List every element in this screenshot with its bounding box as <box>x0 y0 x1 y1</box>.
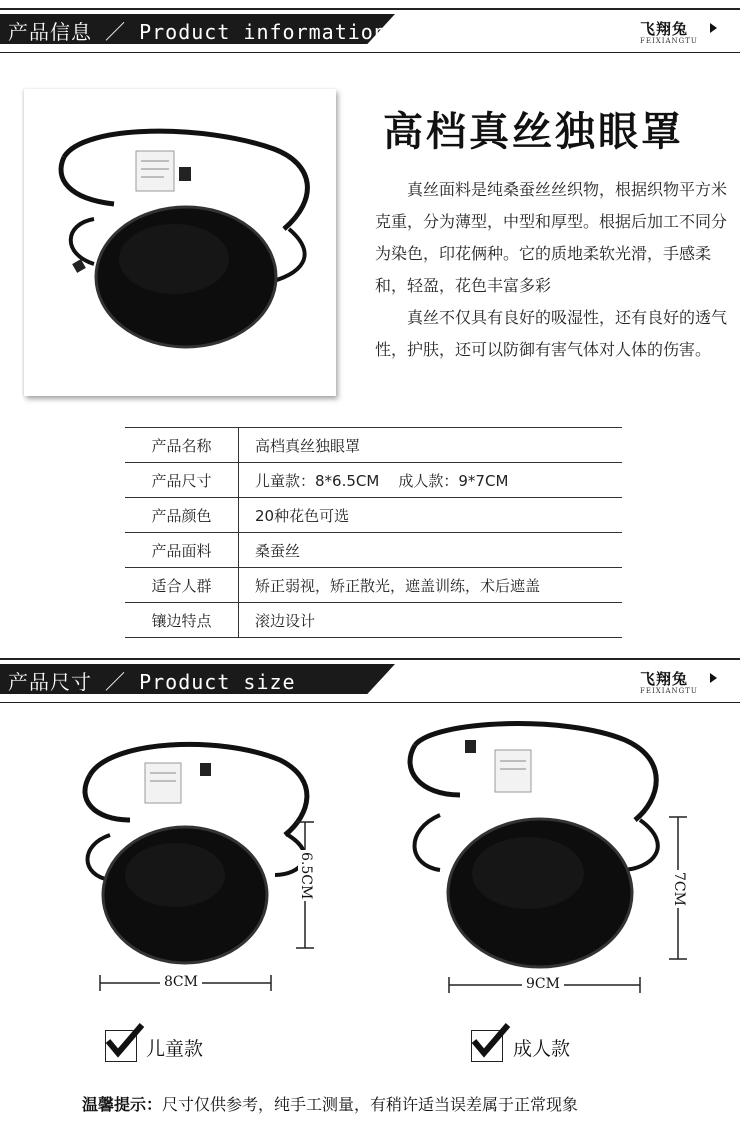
adult-variant-label: 成人款 <box>513 1038 571 1060</box>
child-variant-checkbox[interactable] <box>105 1030 137 1062</box>
checkmark-icon <box>104 1021 144 1059</box>
header-top-rule <box>0 8 740 10</box>
table-row <box>125 463 622 498</box>
spec-key: 产品面料 <box>125 533 239 568</box>
product-title: 高档真丝独眼罩 <box>383 109 684 155</box>
child-height-label: 6.5CM <box>298 852 314 900</box>
spec-key: 适合人群 <box>125 568 239 603</box>
section-header-info <box>0 8 750 54</box>
section-header-size <box>0 658 750 704</box>
table-row <box>125 498 622 533</box>
section-title: 产品信息 ／ Product information <box>8 20 387 44</box>
notice <box>82 1092 578 1115</box>
description-paragraph: 真丝不仅具有良好的吸湿性，还有良好的透气性，护肤，还可以防御有害气体对人体的伤害。 <box>375 308 728 359</box>
arrow-right-icon <box>710 673 717 683</box>
spec-value: 高档真丝独眼罩 <box>239 428 623 463</box>
spec-key: 产品颜色 <box>125 498 239 533</box>
child-variant-label: 儿童款 <box>146 1038 204 1060</box>
table-row <box>125 568 622 603</box>
child-width-label: 8CM <box>160 974 202 990</box>
table-row <box>125 428 622 463</box>
notice-text: 尺寸仅供参考，纯手工测量，有稍许适当误差属于正常现象 <box>162 1095 579 1114</box>
brand-name: 飞翔兔 <box>640 670 689 688</box>
adult-eye-patch-image <box>395 715 685 975</box>
product-photo <box>24 89 336 396</box>
notice-label: 温馨提示： <box>82 1095 163 1114</box>
brand-name: 飞翔兔 <box>640 20 689 38</box>
spec-value: 矫正弱视，矫正散光，遮盖训练，术后遮盖 <box>239 568 623 603</box>
header-bottom-rule <box>0 702 740 703</box>
section-title: 产品尺寸 ／ Product size <box>8 670 296 694</box>
eye-patch-image <box>24 89 336 396</box>
adult-variant-checkbox[interactable] <box>471 1030 503 1062</box>
spec-key: 镶边特点 <box>125 603 239 638</box>
brand-logo <box>640 18 730 45</box>
header-top-rule <box>0 658 740 660</box>
spec-value: 20种花色可选 <box>239 498 623 533</box>
product-description <box>375 174 735 366</box>
spec-value: 儿童款：8*6.5CM 成人款：9*7CM <box>239 463 623 498</box>
adult-width-label: 9CM <box>522 976 564 992</box>
brand-latin: FEIXIANGTU <box>640 687 698 695</box>
brand-latin: FEIXIANGTU <box>640 37 698 45</box>
spec-value: 桑蚕丝 <box>239 533 623 568</box>
spec-table <box>125 427 622 638</box>
spec-key: 产品名称 <box>125 428 239 463</box>
arrow-right-icon <box>710 23 717 33</box>
checkmark-icon <box>470 1021 510 1059</box>
spec-value: 滚边设计 <box>239 603 623 638</box>
table-row <box>125 603 622 638</box>
adult-height-label: 7CM <box>671 872 687 906</box>
description-paragraph: 真丝面料是纯桑蚕丝丝织物，根据织物平方米克重，分为薄型，中型和厚型。根据后加工不同分为染色，印花俩种。它的质地柔软光滑，手感柔和，轻盈，花色丰富多彩 <box>375 180 728 295</box>
spec-key: 产品尺寸 <box>125 463 239 498</box>
brand-logo <box>640 668 730 695</box>
table-row <box>125 533 622 568</box>
header-bottom-rule <box>0 52 740 53</box>
